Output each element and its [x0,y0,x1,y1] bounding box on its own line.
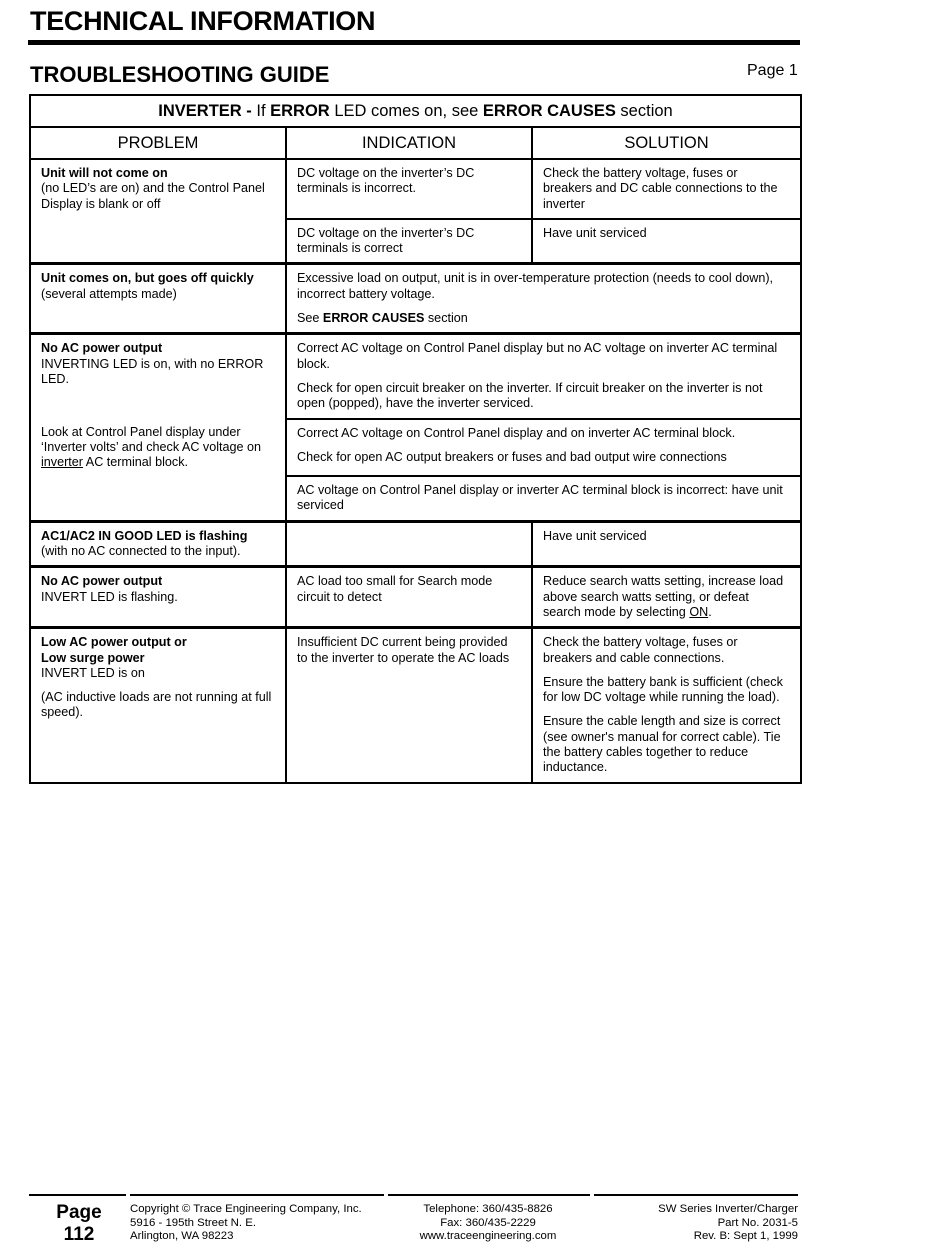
indication-cell [286,521,532,567]
table-row [30,419,801,477]
table-row [30,521,801,567]
solution-cell: Have unit serviced [532,521,801,567]
guide-title: TROUBLESHOOTING GUIDE [30,62,330,87]
table-row [30,264,801,334]
problem-cell: Unit will not come on (no LED’s are on) and the Control Panel Display is blank or off [30,159,286,264]
footer-rule [29,1194,798,1196]
section-rule [28,40,800,45]
footer-contact: Telephone: 360/435-8826 Fax: 360/435-2229 www.traceengineering.com [419,1203,557,1243]
footer-rule-gap [126,1194,130,1197]
problem-cell: No AC power output INVERT LED is flashing. [30,567,286,628]
problem-cell: AC1/AC2 IN GOOD LED is flashing (with no AC connected to the input). [30,521,286,567]
column-header-solution: SOLUTION [532,127,801,159]
solution-cell: Have unit serviced [532,219,801,264]
table-row [30,567,801,628]
indication-cell: Insufficient DC current being provided to the inverter to operate the AC loads [286,628,532,783]
problem-cell: No AC power output INVERTING LED is on, with no ERROR LED. [30,334,286,419]
footer-page-number: Page 112 [56,1202,102,1245]
problem-cell: Unit comes on, but goes off quickly (several attempts made) [30,264,286,334]
indication-cell: DC voltage on the inverter’s DC terminals is incorrect. [286,159,532,219]
footer-rule-gap [384,1194,388,1197]
solution-cell: Check the battery voltage, fuses or breakers and DC cable connections to the inverter [532,159,801,219]
table-row [30,334,801,419]
table-caption-row [30,95,801,127]
page-label: Page 1 [747,62,798,79]
table-row [30,628,801,783]
problem-cell: Look at Control Panel display under ‘Inverter volts’ and check AC voltage on inverter AC terminal block. [30,419,286,522]
solution-cell: Reduce search watts setting, increase load above search watts setting, or defeat search mode by selecting ON. [532,567,801,628]
footer-rule-gap [590,1194,594,1197]
indication-cell: AC voltage on Control Panel display or inverter AC terminal block is incorrect: have unit serviced [286,476,801,521]
indication-cell: DC voltage on the inverter’s DC terminals is correct [286,219,532,264]
indication-cell: Correct AC voltage on Control Panel display and on inverter AC terminal block. Check for open AC output breakers or fuses and bad output wire connections [286,419,801,477]
table-caption: INVERTER - If ERROR LED comes on, see ERROR CAUSES section [30,95,801,127]
table-header-row [30,127,801,159]
solution-cell: Check the battery voltage, fuses or breakers and cable connections. Ensure the battery bank is sufficient (check for low DC voltage while running the load). Ensure the cable length and size is correct (see owner's manual for correct cable). Tie the battery cables together to reduce inductance. [532,628,801,783]
table-row [30,159,801,219]
column-header-problem: PROBLEM [30,127,286,159]
indication-cell: AC load too small for Search mode circuit to detect [286,567,532,628]
footer-product-info: SW Series Inverter/Charger Part No. 2031-5 Rev. B: Sept 1, 1999 [658,1203,798,1243]
indication-cell: Correct AC voltage on Control Panel display but no AC voltage on inverter AC terminal block. Check for open circuit breaker on the inverter. If circuit breaker on the inverter is not open (popped), have the inverter serviced. [286,334,801,419]
indication-cell: Excessive load on output, unit is in over-temperature protection (needs to cool down), incorrect battery voltage. See ERROR CAUSES section [286,264,801,334]
section-title: TECHNICAL INFORMATION [30,6,376,36]
footer-copyright: Copyright © Trace Engineering Company, Inc. 5916 - 195th Street N. E. Arlington, WA 98223 [130,1203,362,1243]
column-header-indication: INDICATION [286,127,532,159]
troubleshooting-table [29,94,802,784]
problem-cell: Low AC power output or Low surge power INVERT LED is on (AC inductive loads are not running at full speed). [30,628,286,783]
